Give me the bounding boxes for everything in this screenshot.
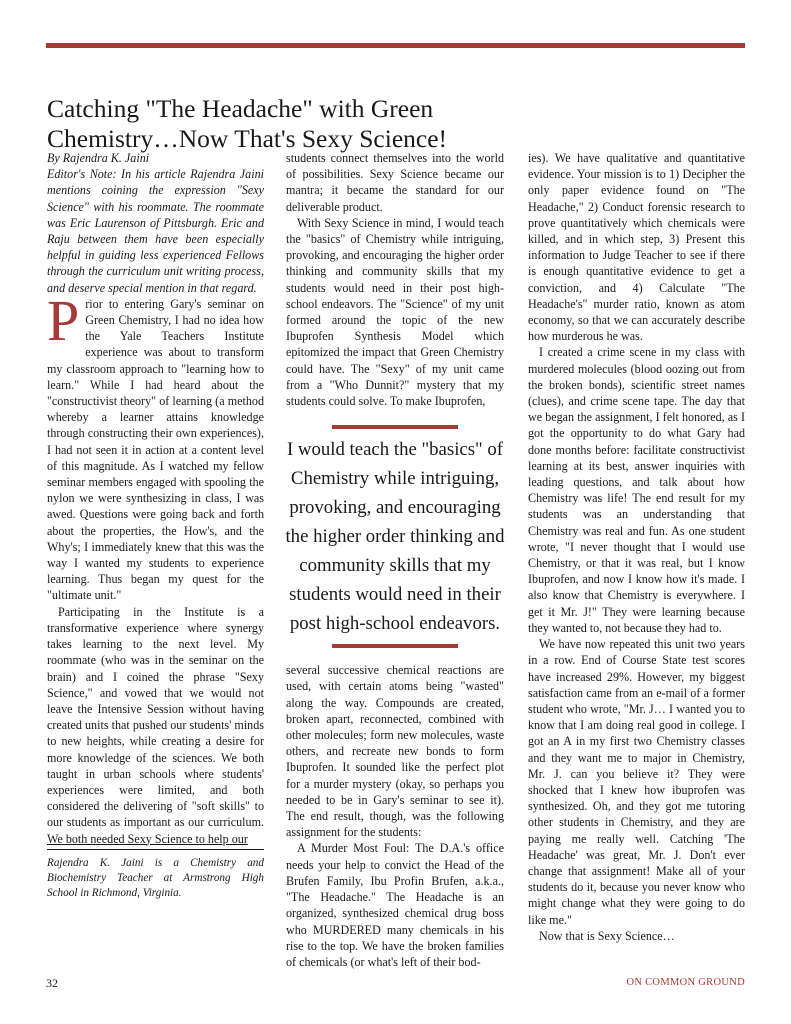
top-rule (46, 43, 745, 48)
col3-paragraph-3: We have now repeated this unit two years in a row. End of Course State test scores have increased 29%. However, my biggest satisfaction came from an e-mail of a former student who wrote, "Mr. J… I wanted you to know that I am doing real good in college. I got an A in my first two Chemistry classes and they want me to major in Chemistry, Mr. J. can you believe it? They were shocked that I knew how ibuprofen was synthesized. Oh, and they got me tutoring other students in Chemistry, and they are paying me really well. Catching 'The Headache' was great, Mr. J. Don't ever change that assignment! Make all of your students do it, because you never know who might change what they were going to do like me." (528, 637, 745, 927)
author-bio: Rajendra K. Jaini is a Chemistry and Biochemistry Teacher at Armstrong High School in Richmond, Virginia. (47, 856, 264, 899)
col1-paragraph-2-last: We both needed Sexy Science to help our (47, 831, 248, 846)
col1-paragraph-1 (47, 287, 264, 604)
editors-note: Editor's Note: In his article Rajendra Jaini mentions coining the expression "Sexy Science" with his roommate. The roommate was Eric Laurenson of Pittsburgh. Eric and Raju between them have been especially helpful in guiding less experienced Fellows through the curriculum unit writing process, and deserve special mention in that regard. (47, 167, 264, 295)
byline: By Rajendra K. Jaini (47, 151, 150, 165)
publication-name: ON COMMON GROUND (626, 977, 745, 988)
column-1 (47, 150, 264, 901)
pull-quote-bottom-rule (332, 644, 458, 648)
page-number: 32 (46, 976, 58, 990)
title-line-1: Catching "The Headache" with Green (47, 94, 434, 123)
col3-paragraph-4: Now that is Sexy Science… (539, 928, 675, 943)
col1-paragraph-1-text: rior to entering Gary's seminar on Green Chemistry, I had no idea how the Yale Teachers Institute experience was about to transform my classroom approach to "learning how to learn." While I had heard about the "constructivist theory" of learning (a method whereby a learner attains knowledge through constructing their own experiences), I had not seen it in action at a content level of this magnitude. As I watched my fellow seminar members engaged with spooling the nylon we were synthesizing in class, I was awed. Questions were going back and forth about the properties, the How's, and the Why's; I immediately knew that this was the way I wanted my students to experience learning. Thus began my quest for the "ultimate unit." (47, 296, 264, 603)
pull-quote-top-rule (332, 425, 458, 429)
pull-quote: I would teach the "basics" of Chemistry while intriguing, provoking, and encouraging the higher order thinking and community skills that my students would need in their post high-school endeavors. (285, 439, 505, 635)
col1-paragraph-2 (47, 604, 264, 847)
col2-paragraph-4: A Murder Most Foul: The D.A.'s office needs your help to convict the Head of the Brufen Family, Ibu Profin Brufen, a.k.a., "The Headache." The Headache is an organized, synthesized chemical drug boss who MURDERED many chemicals in his rise to the top. We have the broken families of chemicals (or what's left of their bod- (286, 841, 504, 969)
drop-cap: P (47, 287, 80, 353)
bio-rule (47, 849, 264, 850)
column-2 (286, 150, 504, 970)
col2-paragraph-3: several successive chemical reactions are used, with certain atoms being "wasted" along the way. Compounds are created, broken apart, reconnected, combined with other molecules; form new molecules, waste others, and recreate new bonds to form Ibuprofen. It sounded like the perfect plot for a murder mystery (okay, so perhaps you needed to be in Gary's seminar to see it). The end result, though, was the following assignment for the students: (286, 663, 504, 840)
col1-paragraph-2-text: Participating in the Institute is a transformative experience where synergy takes learning to the next level. My roommate (who was in the seminar on the brain) and I coined the phrase "Sexy Science," and vowed that we would not leave the Intensive Session without having created units that pushed our students' minds to new heights, while creating a desire for more knowledge of the sciences. We both taught in urban schools where students' experiences were limited, and both considered the delivering of "soft skills" to our students as important as our curriculum. (47, 604, 264, 830)
pull-quote-block (286, 425, 504, 648)
article-title (47, 94, 507, 154)
col3-paragraph-1: ies). We have qualitative and quantitative evidence. Your mission is to 1) Decipher the only paper evidence found on "The Headache," 2) Conduct forensic research to prove quantitatively which chemicals were killed, and in which step, 3) Present this information to Judge Teacher to see if there is enough quantitative evidence to get a conviction, and 4) Calculate "The Headache's" murder ratio, known as atom economy, so that we can accurately describe how murderous he was. (528, 151, 745, 344)
col3-paragraph-2: I created a crime scene in my class with murdered molecules (blood oozing out from the broken bonds), scientific street names (clues), and crime scene tape. The day that we began the assignment, I felt honored, as I got the opportunity to do what Gary had done months before: facilitate constructivist learning at its best, answer inquiries with leading questions, and talk about how Chemistry was life! The end result for my students was an understanding that Chemistry was real and fun. As one student wrote, "I never thought that I would use Chemistry, or that it was real, but I know Ibuprofen, and now I know how it's made. I also know that Chemistry is everywhere. I get it Mr. J!" They were learning because they wanted to, not because they had to. (528, 345, 745, 635)
column-3 (528, 150, 745, 944)
col2-paragraph-1: students connect themselves into the world of possibilities. Sexy Science became our mantra; it became the standard for our deliverable product. (286, 151, 504, 214)
col2-paragraph-2: With Sexy Science in mind, I would teach the "basics" of Chemistry while intriguing, provoking, and encouraging the higher order thinking and community skills that my students would need in their post high-school endeavors. The "Science" of my unit formed around the topic of the new Ibuprofen Synthesis Model which epitomized the impact that Green Chemistry could have. The "Sexy" of my unit came from a "Who Dunnit?" mystery that my students could solve. To make Ibuprofen, (286, 215, 504, 409)
title-line-2: Chemistry…Now That's Sexy Science! (47, 124, 448, 153)
